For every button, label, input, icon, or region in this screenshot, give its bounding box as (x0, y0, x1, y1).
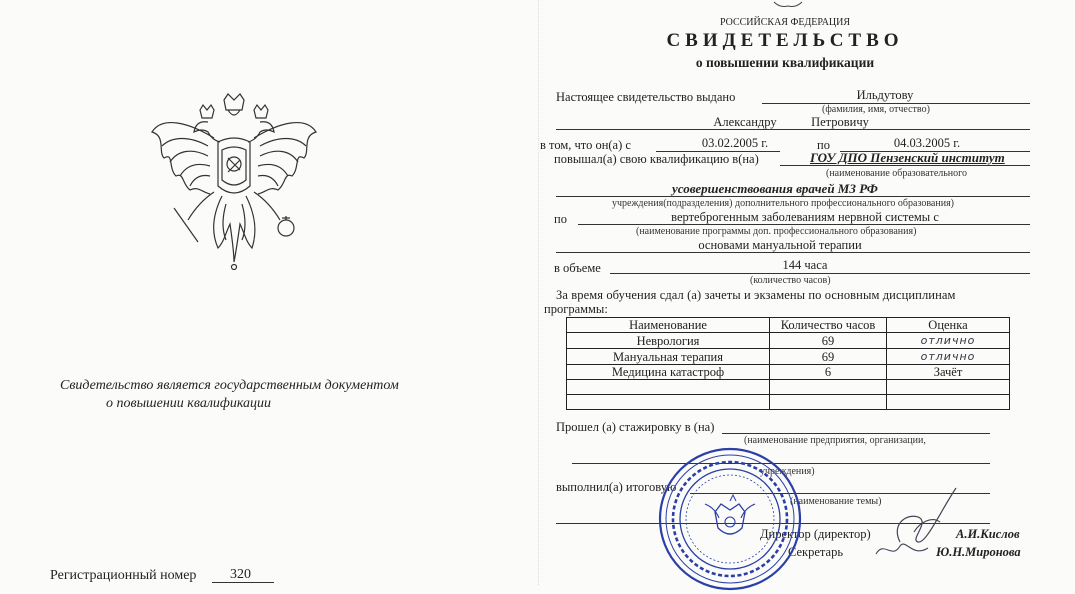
eagle-emblem-icon (772, 0, 804, 10)
hours-value: 144 часа (782, 258, 828, 272)
hours-hint: (количество часов) (750, 275, 831, 286)
raised-label: повышал(а) свою квалификацию в(на) (554, 152, 759, 166)
date-to-value: 04.03.2005 г. (893, 136, 961, 150)
surname-value: Ильдутову (856, 88, 914, 102)
page-fold (538, 0, 540, 585)
grade-cell: Зачёт (887, 365, 1010, 380)
grade-handwritten: отлично (920, 350, 976, 363)
document-title: СВИДЕТЕЛЬСТВО (666, 30, 904, 51)
program-line1: вертеброгенным заболеваниям нервной системы с (671, 210, 939, 224)
program-label: по (554, 212, 567, 226)
table-row (567, 395, 1010, 410)
table-row (567, 333, 1010, 349)
subject-cell: Неврология (567, 333, 770, 349)
internship-hint2: учреждения) (760, 466, 815, 477)
secretary-label: Секретарь (788, 545, 844, 559)
internship-hint: (наименование предприятия, организации, (744, 435, 926, 446)
director-label: Директор (директор) (760, 527, 871, 541)
patronymic-value: Петровичу (811, 115, 869, 129)
table-row (567, 380, 1010, 395)
hours-cell: 6 (770, 365, 887, 380)
subject-cell: Медицина катастроф (567, 365, 770, 380)
internship-label: Прошел (а) стажировку в (на) (556, 420, 715, 434)
document-subtitle: о повышении квалификации (695, 55, 875, 70)
coat-of-arms-icon (148, 92, 320, 270)
hours-cell: 69 (770, 333, 887, 349)
secretary-signature-icon (872, 534, 932, 564)
grades-table (566, 317, 1010, 410)
table-row (567, 349, 1010, 365)
legal-statement-line2: о повышении квалификации (106, 396, 272, 411)
name-value: Александру (713, 115, 777, 129)
grade-cell (887, 349, 1010, 365)
exams-line2: программы: (544, 302, 608, 316)
exams-line1: За время обучения сдал (а) зачеты и экзамены по основным дисциплинам (556, 288, 956, 302)
secretary-name: Ю.Н.Миронова (936, 545, 1021, 559)
institution-hint2: учреждения(подразделения) дополнительного профессионального образования) (612, 198, 955, 209)
date-from-label: в том, что он(а) с (540, 138, 631, 152)
program-hint: (наименование программы доп. профессионального образования) (636, 226, 917, 237)
final-work-label: выполнил(а) итоговую (556, 480, 677, 494)
table-row (567, 365, 1010, 380)
subject-cell: Мануальная терапия (567, 349, 770, 365)
header-grade: Оценка (887, 318, 1010, 333)
header-hours: Количество часов (770, 318, 887, 333)
issued-label: Настоящее свидетельство выдано (556, 90, 736, 104)
table-header-row (567, 318, 1010, 333)
grade-handwritten: отлично (920, 334, 976, 347)
institution-line2: усовершенствования врачей МЗ РФ (672, 181, 878, 196)
grade-cell (887, 333, 1010, 349)
director-name: А.И.Кислов (956, 527, 1020, 541)
institution-line1: ГОУ ДПО Пензенский институт (810, 150, 1005, 165)
header-name: Наименование (567, 318, 770, 333)
final-work-hint: (наименование темы) (790, 496, 882, 507)
date-from-value: 03.02.2005 г. (701, 136, 769, 150)
registration-label: Регистрационный номер (50, 568, 197, 583)
volume-label: в объеме (554, 261, 601, 275)
legal-statement-line1: Свидетельство является государственным документом (60, 378, 399, 393)
hours-cell: 69 (770, 349, 887, 365)
institution-hint1: (наименование образовательного (826, 168, 968, 179)
date-to-label: по (817, 138, 830, 152)
registration-number: 320 (230, 567, 251, 582)
program-line2: основами мануальной терапии (698, 238, 862, 252)
fio-hint: (фамилия, имя, отчество) (822, 104, 930, 115)
country-name: РОССИЙСКАЯ ФЕДЕРАЦИЯ (719, 17, 851, 28)
official-stamp-icon (655, 444, 805, 594)
